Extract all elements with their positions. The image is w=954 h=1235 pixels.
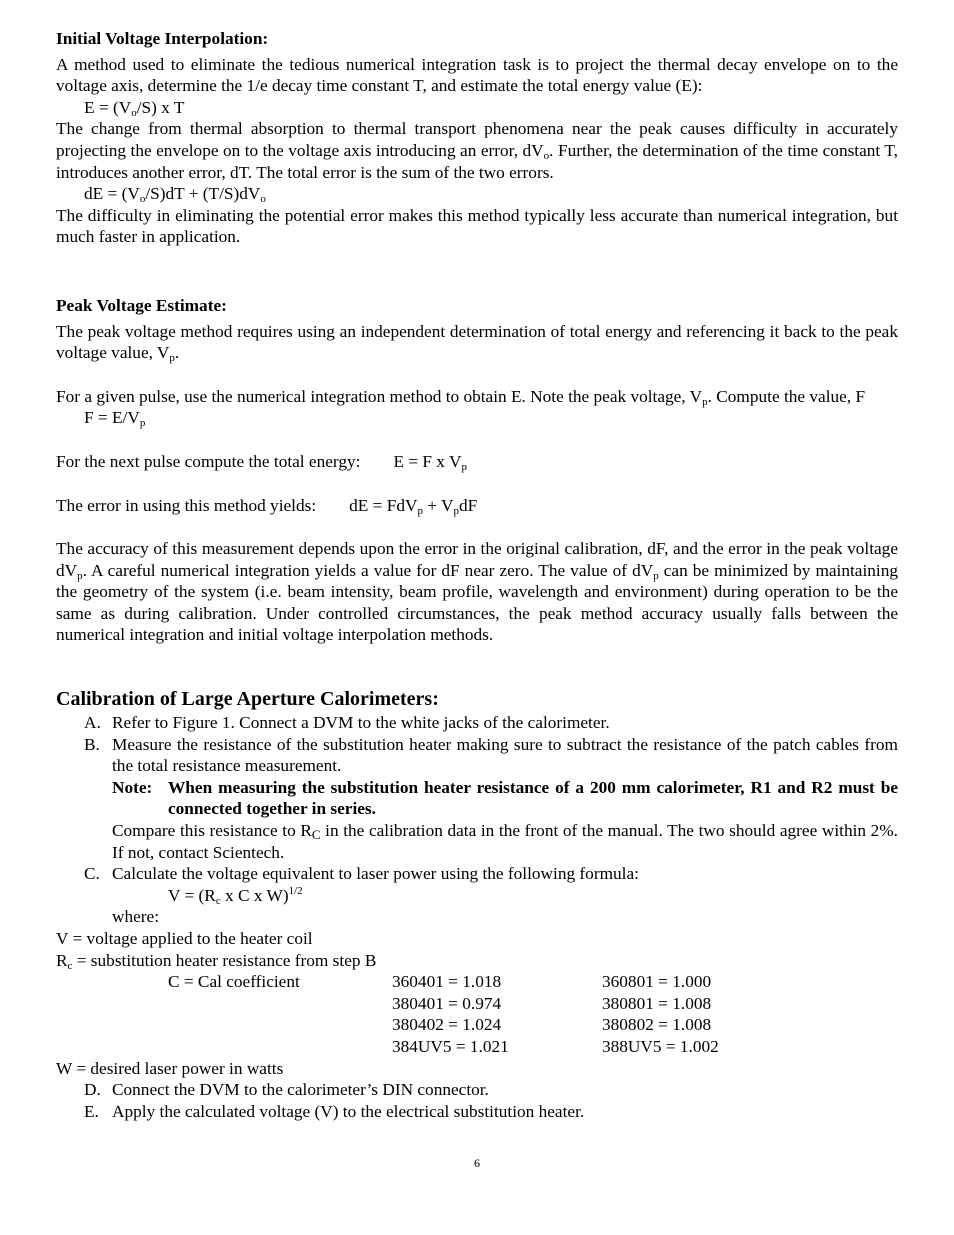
- definition: V = voltage applied to the heater coil: [56, 929, 313, 948]
- paragraph: For the next pulse compute the total energy: E = F x $V_p$: [56, 451, 467, 473]
- paragraph: The peak voltage method requires using an independent determination of total energy and referencing it back to the peak voltage value, $V_p$.: [56, 321, 898, 365]
- where-label: where:: [112, 907, 160, 927]
- definition: $R_c$ = substitution heater resistance from step B: [56, 950, 377, 972]
- cal-coefficient-table: [168, 971, 898, 1057]
- document-page: [56, 28, 898, 1122]
- equation-voltage: $V = (R_c$ x C x W)$^{1/2}$: [168, 884, 303, 907]
- equation-energy: $E = (V_o/S)$ x T: [84, 97, 185, 119]
- section-heading-initial-voltage: Initial Voltage Interpolation:: [56, 29, 269, 48]
- list-item: C. Calculate the voltage equivalent to laser power using the following formula:: [84, 864, 639, 884]
- paragraph: The accuracy of this measurement depends upon the error in the original calibration, dF, and the error in the peak voltage $dV_p$. A careful numerical integration yields a value for dF near zero. The value of $dV_p$ can be minimized by maintaining the geometry of the system (i.e. beam intensity, beam profile, wavelength and environment) during operation to be the same as during calibration. Under controlled circumstances, the peak method accuracy usually falls between the numerical integration and initial voltage interpolation methods.: [56, 539, 898, 645]
- page-number: 6: [474, 1156, 480, 1170]
- list-item: B. Measure the resistance of the substitution heater making sure to subtract the resistance of the patch cables from the total resistance measurement.: [84, 734, 898, 776]
- equation-f: $F = E/V_p$: [84, 408, 146, 430]
- paragraph: The change from thermal absorption to thermal transport phenomena near the peak causes difficulty in accurately projecting the envelope on to the voltage axis introducing an error, $dV_o$. Further, the determination of the time constant T, introduces another error, dT. The total error is the sum of the two errors.: [56, 119, 898, 182]
- paragraph: Compare this resistance to $R_C$ in the calibration data in the front of the manual. The two should agree within 2%. If not, contact Scientech.: [112, 821, 898, 862]
- table-cell: 380402 = 1.024: [392, 1015, 502, 1035]
- calibration-steps: [56, 712, 898, 1122]
- table-cell: 360801 = 1.000: [602, 972, 712, 992]
- section-heading-peak-voltage: Peak Voltage Estimate:: [56, 295, 227, 315]
- section-heading-calibration: Calibration of Large Aperture Calorimeters:: [56, 688, 439, 711]
- table-cell: 380802 = 1.008: [602, 1015, 712, 1035]
- table-cell: 384UV5 = 1.021: [392, 1036, 509, 1056]
- definition: C = Cal coefficient: [168, 972, 300, 992]
- table-cell: 380801 = 1.008: [602, 993, 712, 1013]
- paragraph: The error in using this method yields: dE = $FdV_p + V_pdF$: [56, 495, 478, 517]
- paragraph: A method used to eliminate the tedious numerical integration task is to project the thermal decay envelope on to the voltage axis, determine the 1/e decay time constant T, and estimate the total energy value (E):: [56, 54, 898, 96]
- paragraph: The difficulty in eliminating the potential error makes this method typically less accurate than numerical integration, but much faster in application.: [56, 205, 898, 247]
- definition: W = desired laser power in watts: [56, 1058, 284, 1078]
- table-cell: 388UV5 = 1.002: [602, 1036, 719, 1056]
- list-item: E. Apply the calculated voltage (V) to the electrical substitution heater.: [84, 1101, 585, 1121]
- paragraph: For a given pulse, use the numerical integration method to obtain E. Note the peak voltage, $V_p$. Compute the value, F: [56, 386, 866, 408]
- table-cell: 380401 = 0.974: [392, 993, 502, 1013]
- equation-total-error: dE = $(V_o/S)dT + (T/S)dV_o$: [84, 184, 266, 206]
- list-item: A. Refer to Figure 1. Connect a DVM to the white jacks of the calorimeter.: [84, 713, 610, 733]
- note: Note: When measuring the substitution heater resistance of a 200 mm calorimeter, R1 and R2 must be connected together in series.: [112, 777, 898, 819]
- table-cell: 360401 = 1.018: [392, 972, 502, 992]
- list-item: D. Connect the DVM to the calorimeter’s DIN connector.: [84, 1080, 489, 1100]
